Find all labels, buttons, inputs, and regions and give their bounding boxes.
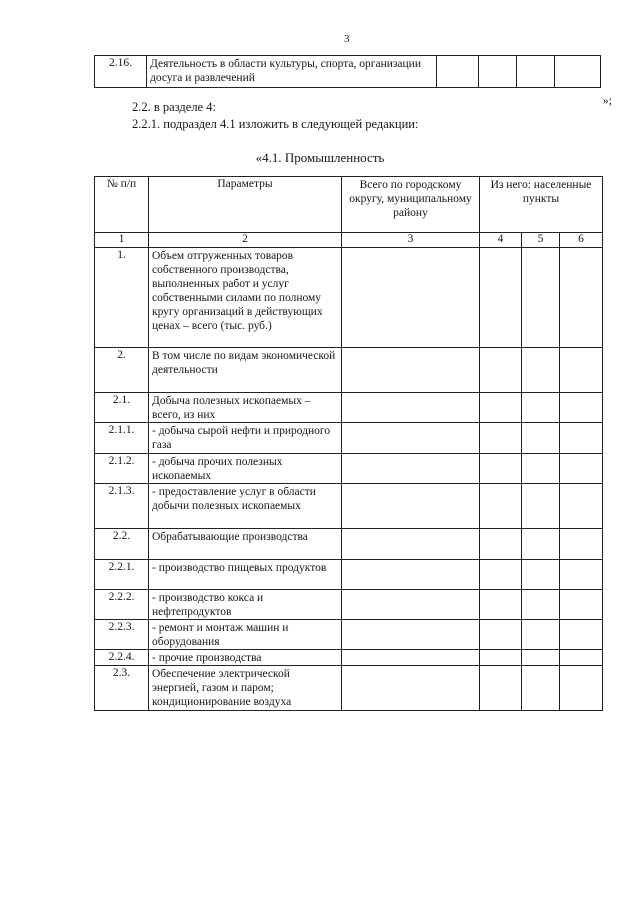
empty-cell [522,529,560,560]
table-row [95,56,601,88]
column-number: 3 [342,233,480,248]
row-number: 1. [95,248,149,348]
empty-cell [342,620,480,650]
empty-cell [522,590,560,620]
empty-cell [560,423,603,454]
table-row [95,529,603,560]
empty-cell [342,590,480,620]
column-number: 1 [95,233,149,248]
empty-cell [560,484,603,529]
empty-cell [560,560,603,590]
page-number: 3 [344,33,350,45]
table-row [95,650,603,666]
empty-cell [522,454,560,484]
table-row [95,666,603,711]
empty-cell [342,423,480,454]
row-number: 2. [95,348,149,393]
paragraph-2-2-1: 2.2.1. подраздел 4.1 изложить в следующей редакции: [132,117,419,131]
empty-cell [342,666,480,711]
empty-cell [560,348,603,393]
row-number: 2.2.1. [95,560,149,590]
empty-cell [517,56,555,88]
empty-cell [480,454,522,484]
row-number: 2.2.2. [95,590,149,620]
empty-cell [522,248,560,348]
column-number: 5 [522,233,560,248]
column-number: 6 [560,233,603,248]
row-number: 2.16. [95,56,147,88]
row-params: В том числе по видам экономической деятельности [149,348,342,393]
empty-cell [480,248,522,348]
empty-cell [522,650,560,666]
empty-cell [522,484,560,529]
empty-cell [555,56,601,88]
table-header-row [95,177,603,233]
empty-cell [480,529,522,560]
table-row [95,348,603,393]
empty-cell [560,666,603,711]
empty-cell [342,248,480,348]
row-params: Деятельность в области культуры, спорта, организации досуга и развлечений [147,56,437,88]
header-params: Параметры [149,177,342,233]
row-number: 2.1.3. [95,484,149,529]
empty-cell [560,454,603,484]
row-number: 2.3. [95,666,149,711]
previous-table-fragment [94,55,601,88]
empty-cell [342,454,480,484]
empty-cell [437,56,479,88]
row-params: Обеспечение электрической энергией, газом и паром; кондиционирование воздуха [149,666,342,711]
row-params: Добыча полезных ископаемых – всего, из них [149,393,342,423]
row-params: - предоставление услуг в области добычи полезных ископаемых [149,484,342,529]
row-params: - добыча сырой нефти и природного газа [149,423,342,454]
table-row [95,423,603,454]
closing-quote: »; [602,93,612,107]
header-num: № п/п [95,177,149,233]
industry-table [94,176,603,711]
row-params: - прочие производства [149,650,342,666]
row-number: 2.2.3. [95,620,149,650]
section-title: «4.1. Промышленность [255,150,385,165]
empty-cell [480,650,522,666]
empty-cell [480,423,522,454]
row-params: - производство кокса и нефтепродуктов [149,590,342,620]
empty-cell [480,666,522,711]
empty-cell [480,620,522,650]
table-row [95,620,603,650]
row-params: - ремонт и монтаж машин и оборудования [149,620,342,650]
empty-cell [480,484,522,529]
row-number: 2.2. [95,529,149,560]
empty-cell [480,560,522,590]
empty-cell [560,393,603,423]
empty-cell [342,560,480,590]
empty-cell [522,666,560,711]
empty-cell [522,423,560,454]
column-number: 4 [480,233,522,248]
empty-cell [342,393,480,423]
header-total: Всего по городскому округу, муниципальному району [342,177,480,233]
table-row [95,454,603,484]
row-number: 2.1. [95,393,149,423]
row-params: - добыча прочих полезных ископаемых [149,454,342,484]
row-number: 2.1.1. [95,423,149,454]
row-params: Обрабатывающие производства [149,529,342,560]
table-row [95,560,603,590]
empty-cell [522,560,560,590]
column-number: 2 [149,233,342,248]
empty-cell [480,590,522,620]
header-settlements-label: Из него: населенные пункты [490,179,592,205]
empty-cell [479,56,517,88]
row-params: - производство пищевых продуктов [149,560,342,590]
empty-cell [560,590,603,620]
empty-cell [480,393,522,423]
empty-cell [342,650,480,666]
empty-cell [342,348,480,393]
paragraph-2-2: 2.2. в разделе 4: [132,100,216,114]
empty-cell [342,484,480,529]
table-row [95,393,603,423]
column-number-row [95,233,603,248]
empty-cell [480,348,522,393]
row-number: 2.1.2. [95,454,149,484]
empty-cell [342,529,480,560]
table-body [95,248,603,711]
row-params: Объем отгруженных товаров собственного производства, выполненных работ и услуг собственными силами по полному кругу организаций в действующих ценах – всего (тыс. руб.) [149,248,342,348]
row-number: 2.2.4. [95,650,149,666]
table-row [95,248,603,348]
empty-cell [560,248,603,348]
table-row [95,484,603,529]
table-row [95,590,603,620]
header-settlements [480,177,603,233]
empty-cell [522,620,560,650]
empty-cell [560,650,603,666]
empty-cell [522,393,560,423]
empty-cell [522,348,560,393]
empty-cell [560,620,603,650]
empty-cell [560,529,603,560]
